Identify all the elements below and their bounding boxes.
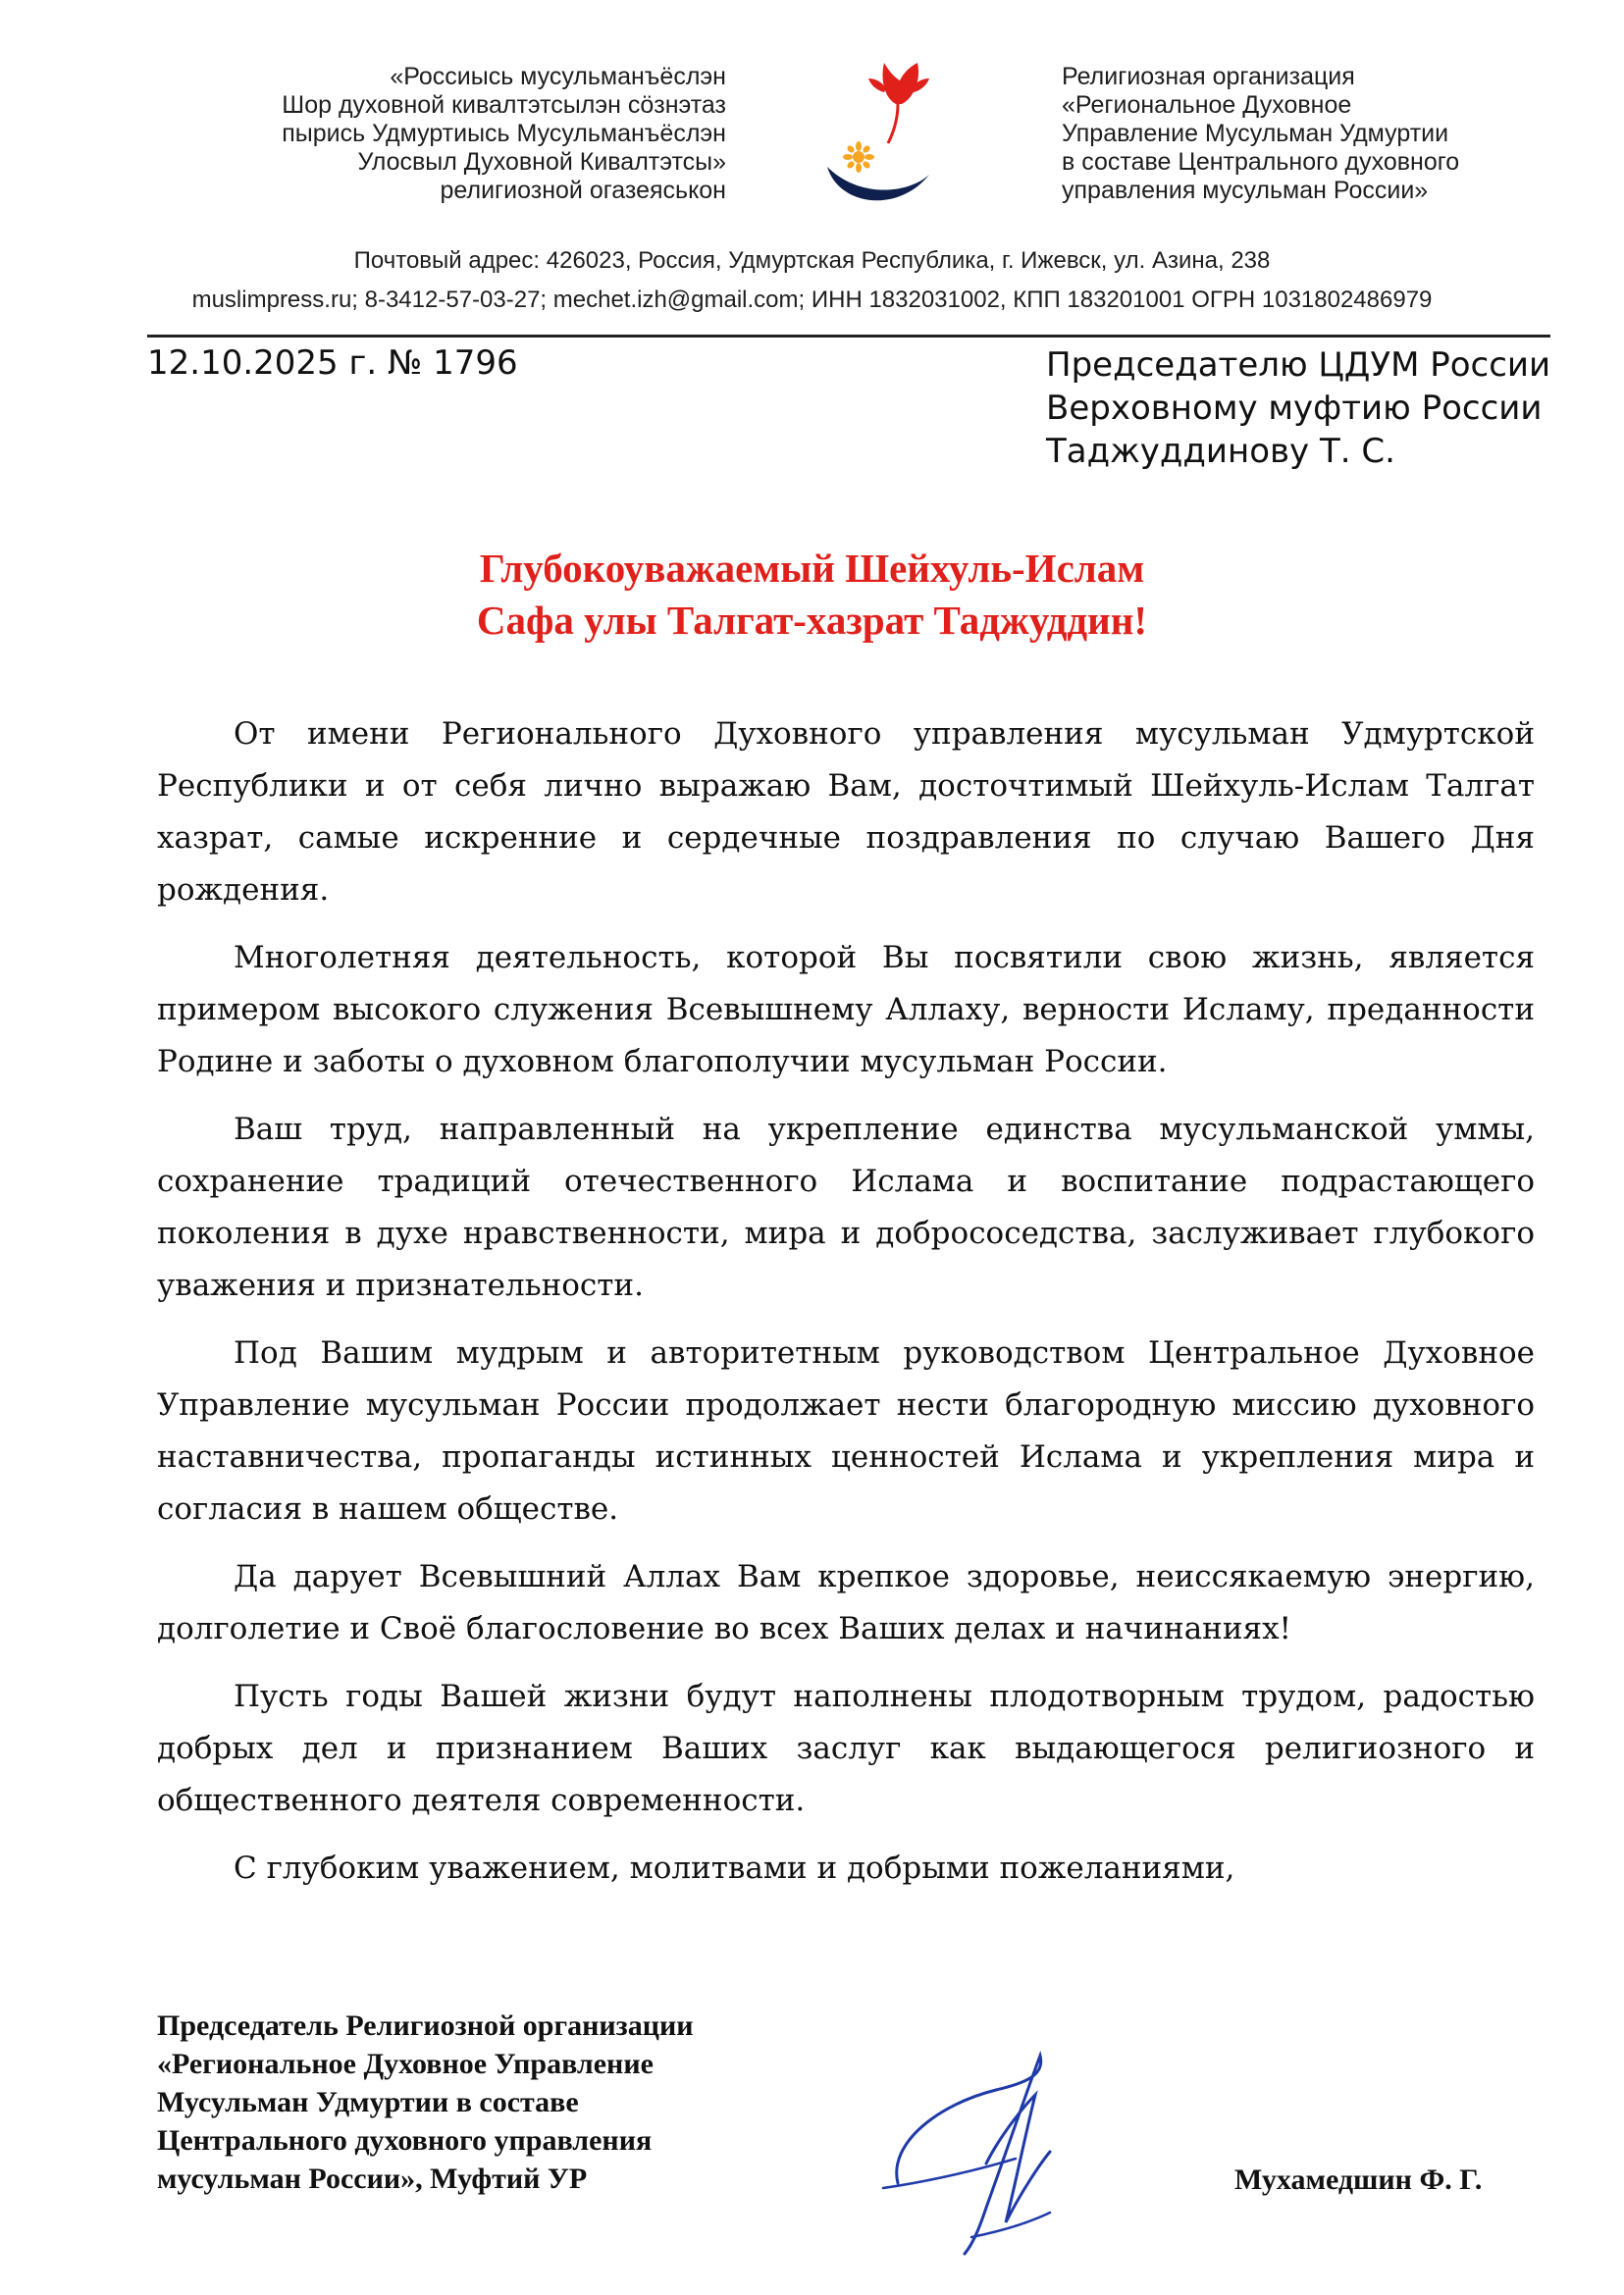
letterhead-right-line: Религиозная организация [1062, 63, 1355, 90]
signatory-name: Мухамедшин Ф. Г. [1234, 2164, 1483, 2196]
letterhead-right-line: управления мусульман России» [1062, 177, 1429, 204]
body-paragraph: От имени Регионального Духовного управления мусульман Удмуртской Республики и от себя лично выражаю Вам, досточтимый Шейхуль-Ислам Талгат хазрат, самые искренние и сердечные поздравления по случаю Вашего Дня рождения. [157, 716, 1535, 908]
body-paragraph: Пусть годы Вашей жизни будут наполнены плодотворным трудом, радостью добрых дел и признанием Ваших заслуг как выдающегося религиозного и общественного деятеля современности. [157, 1679, 1535, 1818]
letterhead-right-line: «Региональное Духовное [1062, 91, 1352, 119]
letterhead-left-line: «Россиысь мусульманъёслэн [390, 63, 726, 90]
letterhead-right-line: Управление Мусульман Удмуртии [1062, 120, 1449, 147]
letterhead-left-line: пырись Удмуртиысь Мусульманъёслэн [282, 120, 726, 147]
tulip-crescent-logo-icon [819, 59, 947, 216]
signatory-title [157, 2007, 694, 2198]
letterhead-right [1062, 63, 1552, 205]
body-paragraph: Да дарует Всевышний Аллах Вам крепкое здоровье, неиссякаемую энергию, долголетие и Своё благословение во всех Ваших делах и начинаниях! [157, 1559, 1535, 1646]
greeting-heading [0, 543, 1624, 647]
signatory-title-line: «Региональное Духовное Управление [157, 2048, 654, 2080]
addressee-line: Таджуддинову Т. С. [1046, 432, 1395, 471]
document-date-number: 12.10.2025 г. № 1796 [147, 343, 518, 383]
addressee-line: Председателю ЦДУМ России [1046, 345, 1551, 385]
letterhead-left-line: Улосвыл Духовной Кивалтэтсы» [357, 148, 726, 176]
contact-details: muslimpress.ru; 8-3412-57-03-27; mechet.izh@gmail.com; ИНН 1832031002, КПП 183201001 ОГРН 1031802486979 [191, 287, 1433, 313]
signatory-title-line: Председатель Религиозной организации [157, 2009, 694, 2042]
body-paragraph: Многолетняя деятельность, которой Вы посвятили свою жизнь, является примером высокого служения Всевышнему Аллаху, верности Исламу, преданности Родине и заботы о духовном благополучии мусульман России. [157, 940, 1535, 1079]
body-paragraph: Ваш труд, направленный на укрепление единства мусульманской уммы, сохранение традиций отечественного Ислама и воспитание подрастающего поколения в духе нравственности, мира и добрососедства, заслуживает глубокого уважения и признательности. [157, 1112, 1535, 1303]
letterhead-left-line: религиозной огазеяськон [440, 177, 726, 204]
letterhead-left-line: Шор духовной кивалтэтсылэн сöзнэтаз [282, 91, 726, 119]
letterhead-left [157, 63, 726, 205]
closing-line: С глубоким уважением, молитвами и добрыми пожеланиями, [234, 1851, 1235, 1886]
body-paragraph: Под Вашим мудрым и авторитетным руководством Центральное Духовное Управление мусульман России продолжает нести благородную миссию духовного наставничества, пропаганды истинных ценностей Ислама и укрепления мира и согласия в нашем обществе. [157, 1335, 1535, 1527]
signatory-title-line: Мусульман Удмуртии в составе [157, 2086, 579, 2118]
greeting-line: Сафа улы Талгат-хазрат Таджуддин! [476, 598, 1148, 643]
signatory-title-line: мусульман России», Муфтий УР [157, 2163, 588, 2195]
greeting-line: Глубокоуважаемый Шейхуль-Ислам [479, 546, 1145, 591]
postal-address: Почтовый адрес: 426023, Россия, Удмуртская Республика, г. Ижевск, ул. Азина, 238 [353, 247, 1271, 274]
addressee-block [1046, 343, 1550, 473]
signatory-title-line: Центрального духовного управления [157, 2124, 653, 2157]
header-divider [147, 335, 1550, 338]
addressee-line: Верховному муфтию России [1046, 389, 1543, 428]
letterhead-right-line: в составе Центрального духовного [1062, 148, 1460, 176]
letter-body [157, 708, 1535, 1895]
handwritten-signature-icon [878, 2036, 1094, 2262]
